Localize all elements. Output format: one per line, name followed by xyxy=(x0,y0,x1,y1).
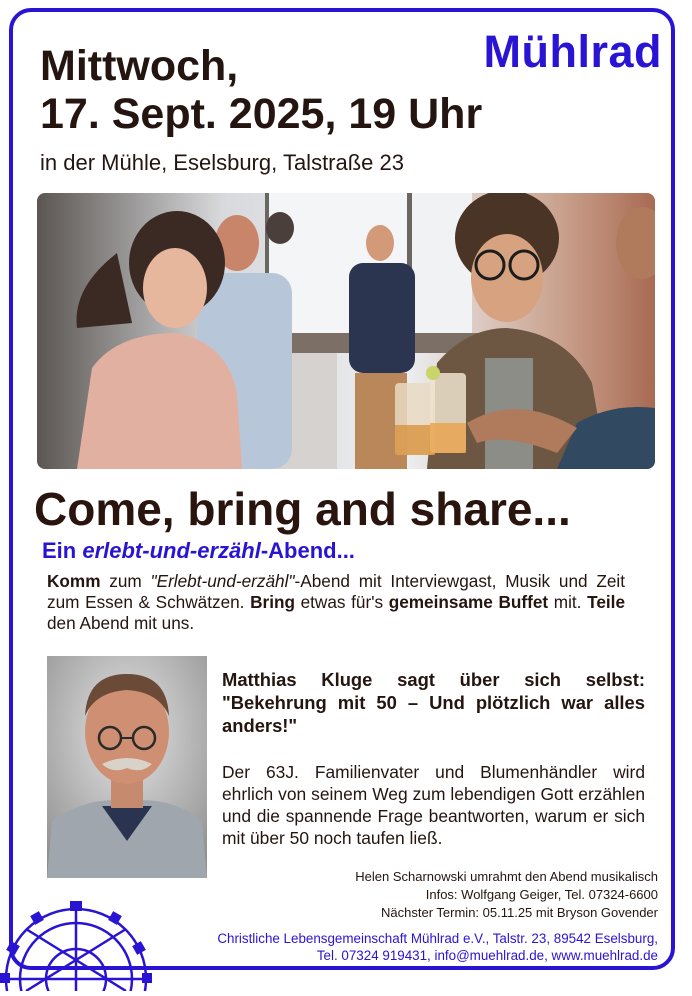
speaker-portrait xyxy=(47,656,207,878)
date-line-1: Mittwoch, xyxy=(40,42,239,90)
intro-text-2: -Abend mit Interviewgast, Musik und Zeit zum Essen & Schwätzen. xyxy=(47,571,625,612)
subhead-italic: erlebt-und-erzähl xyxy=(82,538,261,563)
event-date xyxy=(40,42,482,138)
intro-buffet: gemeinsame Buffet xyxy=(388,592,549,612)
note-info: Infos: Wolfgang Geiger, Tel. 07324-6600 xyxy=(425,887,658,902)
mill-wheel-icon xyxy=(0,887,160,991)
intro-text-3: etwas für's xyxy=(294,592,389,612)
date-line-2: 17. Sept. 2025, 19 Uhr xyxy=(40,90,483,138)
intro-quoted: "Erlebt-und-erzähl" xyxy=(150,571,295,591)
intro-text-4: mit. xyxy=(548,592,588,612)
event-notes xyxy=(355,868,658,922)
note-music: Helen Scharnowski umrahmt den Abend musikalisch xyxy=(355,869,658,884)
speaker-bio: Der 63J. Familienvater und Blumenhändler wird ehrlich von seinem Weg zum lebendigen Gott erzählen und die spannende Frage beantworten, warum er sich mit über 50 noch taufen ließ. xyxy=(222,762,645,848)
intro-text-5: den Abend mit uns. xyxy=(47,613,195,633)
speaker-quote: Matthias Kluge sagt über sich selbst: "Bekehrung mit 50 – Und plötzlich war alles anders!" xyxy=(222,669,645,736)
intro-paragraph xyxy=(47,571,625,634)
event-venue: in der Mühle, Eselsburg, Talstraße 23 xyxy=(40,150,404,175)
subheadline xyxy=(42,538,355,564)
intro-bring: Bring xyxy=(250,592,295,612)
brand-logo-text: Mühlrad xyxy=(483,26,662,77)
intro-text-1: zum xyxy=(100,571,151,591)
subhead-prefix: Ein xyxy=(42,538,83,563)
group-photo xyxy=(37,193,655,469)
subhead-suffix: -Abend... xyxy=(260,538,355,563)
footer-address: Christliche Lebensgemeinschaft Mühlrad e.V., Talstr. 23, 89542 Eselsburg, xyxy=(217,931,658,946)
note-next-date: Nächster Termin: 05.11.25 mit Bryson Govender xyxy=(381,905,658,920)
headline: Come, bring and share... xyxy=(34,483,571,535)
footer-contact: Tel. 07324 919431, info@muehlrad.de, www.muehlrad.de xyxy=(316,948,658,963)
organization-footer xyxy=(217,930,658,964)
intro-teile: Teile xyxy=(587,592,625,612)
intro-komm: Komm xyxy=(47,571,101,591)
